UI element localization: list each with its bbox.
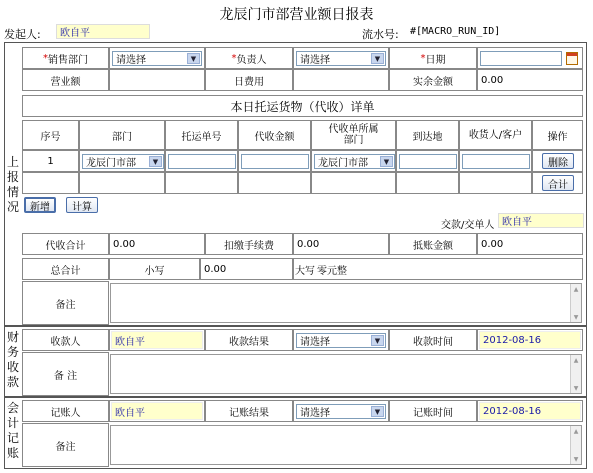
payee-label: 收款人 (22, 329, 109, 351)
sales-dept-select[interactable]: 请选择 ▼ (112, 51, 202, 66)
section-finance-label: 财 务 收 款 (6, 330, 19, 389)
balance-value: 0.00 (477, 69, 583, 91)
date-label: * 日期 (389, 47, 477, 69)
expense-label: 日费用 (205, 69, 293, 91)
col-amount: 代收金额 (238, 120, 311, 150)
col-index: 序号 (22, 120, 79, 150)
sales-dept-cell (109, 47, 205, 69)
bookkeeper-cell (109, 400, 205, 422)
revenue-value[interactable] (109, 69, 205, 91)
serial-label: 流水号: (362, 28, 399, 41)
row-waybill-cell (165, 150, 238, 172)
col-action: 操作 (532, 120, 583, 150)
chevron-down-icon: ▼ (149, 156, 162, 167)
destination-input[interactable] (399, 154, 457, 169)
finance-time-cell (477, 329, 583, 351)
finance-remark-textarea[interactable] (110, 354, 582, 394)
remark-textarea[interactable] (110, 283, 582, 323)
row-amount-cell (238, 150, 311, 172)
col-receiver: 收货人/客户 (459, 120, 532, 150)
row-dept-select[interactable]: 龙辰门市部 ▼ (82, 154, 164, 169)
accounting-result-select[interactable]: 请选择 ▼ (296, 404, 386, 419)
offset-label: 抵账金额 (389, 233, 477, 255)
col-dept: 部门 (79, 120, 165, 150)
scrollbar[interactable] (570, 426, 581, 464)
row-dept-cell (79, 150, 165, 172)
delete-button[interactable]: 删除 (542, 153, 574, 169)
calc-button[interactable]: 计算 (66, 197, 98, 213)
accounting-time-label: 记账时间 (389, 400, 477, 422)
scroll-down-icon[interactable]: ▼ (573, 313, 579, 321)
date-input[interactable] (480, 51, 562, 66)
accounting-remark-label: 备注 (22, 423, 109, 467)
calendar-icon[interactable] (566, 52, 578, 65)
handover-field[interactable]: 欧自平 (498, 213, 584, 228)
total-row-destination (396, 172, 459, 194)
accounting-result-cell (293, 400, 389, 422)
fee-label: 扣缴手续费 (205, 233, 293, 255)
chevron-down-icon: ▼ (187, 53, 200, 64)
row-receiver-cell (459, 150, 532, 172)
small-value: 0.00 (200, 258, 293, 280)
total-row-dept (79, 172, 165, 194)
collect-total-label: 代收合计 (22, 233, 109, 255)
waybill-input[interactable] (168, 154, 236, 169)
add-button[interactable]: 新增 (24, 197, 56, 213)
chevron-down-icon: ▼ (371, 335, 384, 346)
expense-value[interactable] (293, 69, 389, 91)
big-label: 大写 (295, 265, 315, 277)
accounting-remark-textarea[interactable] (110, 425, 582, 465)
total-row-receiver (459, 172, 532, 194)
col-waybill: 托运单号 (165, 120, 238, 150)
chevron-down-icon: ▼ (371, 406, 384, 417)
accounting-time-field[interactable]: 2012-08-16 (479, 402, 581, 420)
scroll-down-icon[interactable]: ▼ (573, 384, 579, 392)
initiator-label: 发起人: (4, 28, 41, 41)
initiator-field[interactable]: 欧自平 (56, 24, 150, 39)
finance-remark-label: 备 注 (22, 352, 109, 396)
date-cell (477, 47, 583, 69)
remark-label: 备注 (22, 281, 109, 325)
finance-time-field[interactable]: 2012-08-16 (479, 331, 581, 349)
payee-cell (109, 329, 205, 351)
total-row-belong (311, 172, 396, 194)
offset-value: 0.00 (477, 233, 583, 255)
serial-value: #[MACRO_RUN_ID] (410, 26, 501, 37)
finance-time-label: 收款时间 (389, 329, 477, 351)
scroll-up-icon[interactable]: ▲ (573, 285, 579, 293)
manager-cell (293, 47, 389, 69)
big-value: 零元整 (317, 265, 347, 277)
accounting-time-cell (477, 400, 583, 422)
row-destination-cell (396, 150, 459, 172)
bookkeeper-field[interactable]: 欧自平 (111, 402, 203, 420)
balance-label: 实余金额 (389, 69, 477, 91)
finance-result-select[interactable]: 请选择 ▼ (296, 333, 386, 348)
accounting-result-label: 记账结果 (205, 400, 293, 422)
row-action-cell (532, 150, 583, 172)
total-row-waybill (165, 172, 238, 194)
chevron-down-icon: ▼ (371, 53, 384, 64)
fee-value: 0.00 (293, 233, 389, 255)
manager-select[interactable]: 请选择 ▼ (296, 51, 386, 66)
amount-input[interactable] (241, 154, 309, 169)
receiver-input[interactable] (462, 154, 530, 169)
col-destination: 到达地 (396, 120, 459, 150)
handover-label: 交款/交单人 (441, 220, 495, 231)
total-row-index (22, 172, 79, 194)
finance-result-label: 收款结果 (205, 329, 293, 351)
scroll-up-icon[interactable]: ▲ (573, 427, 579, 435)
total-button[interactable]: 合计 (542, 175, 574, 191)
manager-label: * 负责人 (205, 47, 293, 69)
section-report-label: 上 报 情 况 (6, 155, 19, 214)
collect-total-value: 0.00 (109, 233, 205, 255)
scroll-down-icon[interactable]: ▼ (573, 455, 579, 463)
finance-result-cell (293, 329, 389, 351)
bookkeeper-label: 记账人 (22, 400, 109, 422)
total-row-amount (238, 172, 311, 194)
sales-dept-label: * 销售部门 (22, 47, 109, 69)
scroll-up-icon[interactable]: ▲ (573, 356, 579, 364)
page-title: 龙辰门市部营业额日报表 (219, 7, 374, 23)
payee-field[interactable]: 欧自平 (111, 331, 203, 349)
grand-total-label: 总合计 (22, 258, 109, 280)
belong-dept-select[interactable]: 龙辰门市部 ▼ (314, 154, 395, 169)
row-index: 1 (22, 150, 79, 172)
scrollbar[interactable] (570, 355, 581, 393)
section-accounting-label: 会 计 记 账 (6, 401, 19, 460)
chevron-down-icon: ▼ (380, 156, 393, 167)
scrollbar[interactable] (570, 284, 581, 322)
small-label: 小写 (109, 258, 200, 280)
big-amount-cell (293, 258, 583, 280)
total-row-action (532, 172, 583, 194)
detail-title: 本日托运货物（代收）详单 (22, 95, 583, 117)
row-belong-cell (311, 150, 396, 172)
col-belong-dept: 代收单所属部门 (311, 120, 396, 150)
revenue-label: 营业额 (22, 69, 109, 91)
